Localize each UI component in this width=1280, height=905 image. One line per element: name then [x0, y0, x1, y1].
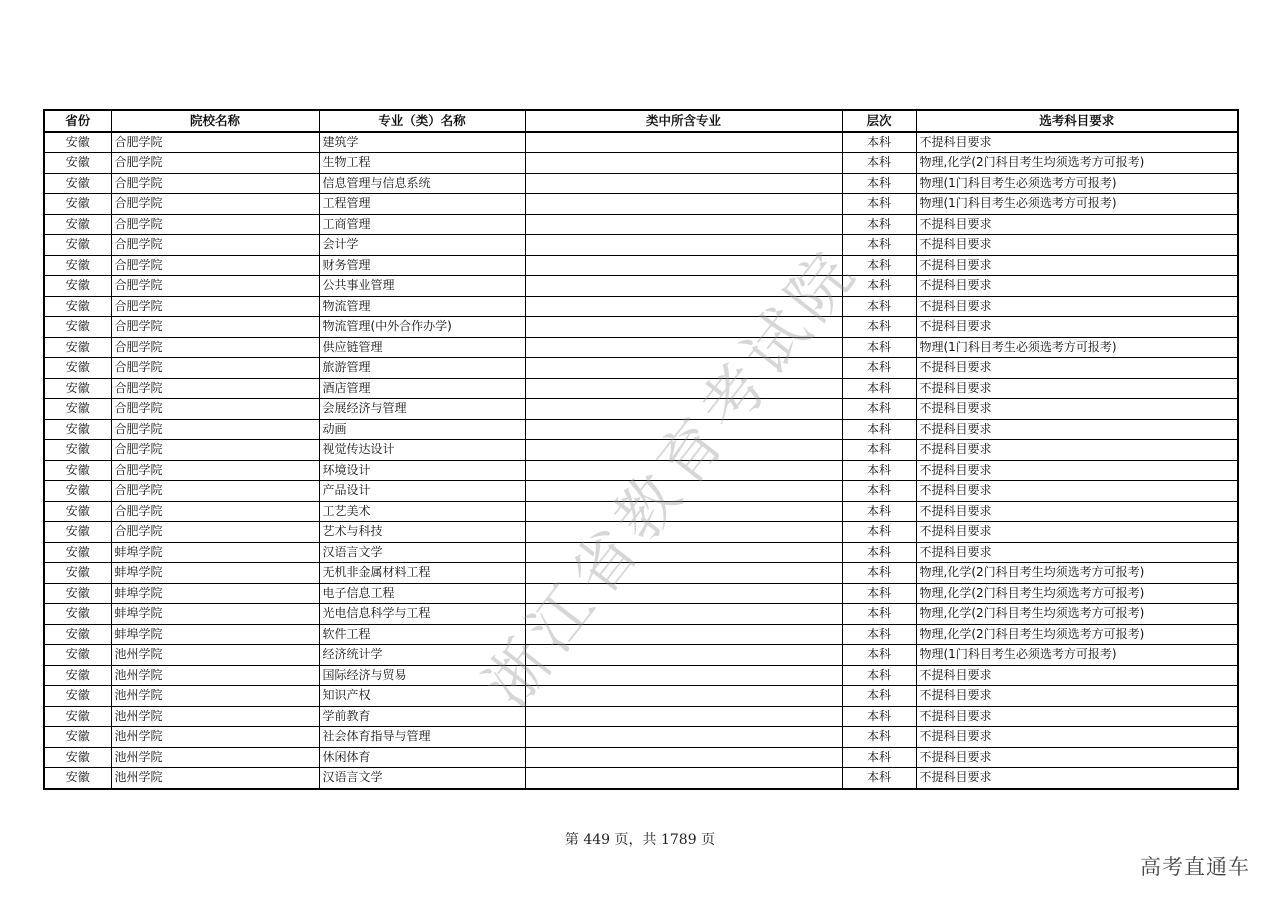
cell-subject-requirements: 不提科目要求	[916, 522, 1238, 543]
cell-school-name: 蚌埠学院	[111, 624, 319, 645]
table-row	[44, 296, 1238, 317]
cell-major-name: 工程管理	[319, 194, 525, 215]
cell-included-majors	[525, 522, 842, 543]
cell-level: 本科	[842, 563, 916, 584]
cell-included-majors	[525, 358, 842, 379]
cell-included-majors	[525, 235, 842, 256]
header-row	[44, 110, 1238, 132]
cell-province: 安徽	[44, 173, 111, 194]
cell-major-name: 建筑学	[319, 132, 525, 153]
header-major-name: 专业（类）名称	[319, 110, 525, 132]
cell-school-name: 合肥学院	[111, 296, 319, 317]
table-row	[44, 378, 1238, 399]
cell-school-name: 合肥学院	[111, 399, 319, 420]
cell-school-name: 合肥学院	[111, 173, 319, 194]
cell-major-name: 经济统计学	[319, 645, 525, 666]
watermark: 浙江省教育考试院	[470, 233, 873, 720]
cell-subject-requirements: 不提科目要求	[916, 399, 1238, 420]
cell-school-name: 池州学院	[111, 747, 319, 768]
cell-subject-requirements: 不提科目要求	[916, 747, 1238, 768]
table-row	[44, 542, 1238, 563]
cell-major-name: 工商管理	[319, 214, 525, 235]
cell-level: 本科	[842, 522, 916, 543]
cell-major-name: 软件工程	[319, 624, 525, 645]
cell-included-majors	[525, 747, 842, 768]
cell-school-name: 池州学院	[111, 686, 319, 707]
cell-school-name: 合肥学院	[111, 276, 319, 297]
cell-school-name: 池州学院	[111, 727, 319, 748]
header-province: 省份	[44, 110, 111, 132]
cell-school-name: 池州学院	[111, 706, 319, 727]
cell-subject-requirements: 不提科目要求	[916, 686, 1238, 707]
cell-major-name: 信息管理与信息系统	[319, 173, 525, 194]
table-row	[44, 747, 1238, 768]
cell-level: 本科	[842, 665, 916, 686]
cell-school-name: 合肥学院	[111, 419, 319, 440]
cell-level: 本科	[842, 747, 916, 768]
cell-major-name: 无机非金属材料工程	[319, 563, 525, 584]
cell-subject-requirements: 不提科目要求	[916, 460, 1238, 481]
table-row	[44, 686, 1238, 707]
table-row	[44, 235, 1238, 256]
cell-major-name: 知识产权	[319, 686, 525, 707]
cell-included-majors	[525, 563, 842, 584]
cell-major-name: 旅游管理	[319, 358, 525, 379]
cell-school-name: 合肥学院	[111, 214, 319, 235]
cell-subject-requirements: 不提科目要求	[916, 317, 1238, 338]
cell-school-name: 合肥学院	[111, 235, 319, 256]
cell-province: 安徽	[44, 727, 111, 748]
cell-subject-requirements: 不提科目要求	[916, 768, 1238, 789]
cell-province: 安徽	[44, 747, 111, 768]
cell-level: 本科	[842, 214, 916, 235]
cell-included-majors	[525, 255, 842, 276]
cell-province: 安徽	[44, 686, 111, 707]
cell-subject-requirements: 物理(1门科目考生必须选考方可报考)	[916, 645, 1238, 666]
page-number-text: 第 449 页，共 1789 页	[564, 832, 716, 848]
cell-included-majors	[525, 378, 842, 399]
cell-major-name: 酒店管理	[319, 378, 525, 399]
cell-level: 本科	[842, 296, 916, 317]
cell-level: 本科	[842, 706, 916, 727]
cell-province: 安徽	[44, 645, 111, 666]
table-row	[44, 399, 1238, 420]
cell-major-name: 供应链管理	[319, 337, 525, 358]
cell-included-majors	[525, 460, 842, 481]
cell-province: 安徽	[44, 317, 111, 338]
cell-included-majors	[525, 645, 842, 666]
table-row	[44, 522, 1238, 543]
table-row	[44, 706, 1238, 727]
cell-major-name: 物流管理(中外合作办学)	[319, 317, 525, 338]
cell-level: 本科	[842, 255, 916, 276]
cell-school-name: 合肥学院	[111, 378, 319, 399]
cell-included-majors	[525, 481, 842, 502]
cell-included-majors	[525, 501, 842, 522]
cell-subject-requirements: 不提科目要求	[916, 255, 1238, 276]
cell-province: 安徽	[44, 460, 111, 481]
cell-level: 本科	[842, 194, 916, 215]
page-footer	[0, 829, 1280, 849]
cell-province: 安徽	[44, 624, 111, 645]
cell-level: 本科	[842, 768, 916, 789]
cell-subject-requirements: 物理(1门科目考生必须选考方可报考)	[916, 194, 1238, 215]
cell-major-name: 学前教育	[319, 706, 525, 727]
cell-level: 本科	[842, 481, 916, 502]
cell-subject-requirements: 不提科目要求	[916, 235, 1238, 256]
cell-province: 安徽	[44, 604, 111, 625]
cell-level: 本科	[842, 501, 916, 522]
cell-subject-requirements: 不提科目要求	[916, 378, 1238, 399]
cell-province: 安徽	[44, 337, 111, 358]
cell-level: 本科	[842, 399, 916, 420]
cell-province: 安徽	[44, 501, 111, 522]
cell-subject-requirements: 不提科目要求	[916, 665, 1238, 686]
cell-subject-requirements: 不提科目要求	[916, 358, 1238, 379]
table-row	[44, 317, 1238, 338]
cell-school-name: 合肥学院	[111, 337, 319, 358]
cell-subject-requirements: 不提科目要求	[916, 132, 1238, 153]
cell-province: 安徽	[44, 194, 111, 215]
cell-level: 本科	[842, 542, 916, 563]
corner-logo: 高考直通车	[1140, 855, 1250, 879]
cell-major-name: 汉语言文学	[319, 542, 525, 563]
cell-subject-requirements: 不提科目要求	[916, 481, 1238, 502]
cell-included-majors	[525, 194, 842, 215]
cell-subject-requirements: 物理,化学(2门科目考生均须选考方可报考)	[916, 624, 1238, 645]
table-row	[44, 501, 1238, 522]
cell-included-majors	[525, 768, 842, 789]
cell-school-name: 合肥学院	[111, 440, 319, 461]
table-row	[44, 419, 1238, 440]
cell-school-name: 合肥学院	[111, 153, 319, 174]
cell-school-name: 合肥学院	[111, 255, 319, 276]
cell-school-name: 池州学院	[111, 645, 319, 666]
table-row	[44, 255, 1238, 276]
cell-level: 本科	[842, 440, 916, 461]
table-row	[44, 153, 1238, 174]
cell-province: 安徽	[44, 214, 111, 235]
table-row	[44, 768, 1238, 789]
cell-level: 本科	[842, 686, 916, 707]
cell-included-majors	[525, 542, 842, 563]
table-header	[44, 110, 1238, 132]
cell-major-name: 国际经济与贸易	[319, 665, 525, 686]
cell-included-majors	[525, 419, 842, 440]
cell-level: 本科	[842, 378, 916, 399]
cell-included-majors	[525, 276, 842, 297]
cell-included-majors	[525, 296, 842, 317]
cell-included-majors	[525, 399, 842, 420]
cell-major-name: 环境设计	[319, 460, 525, 481]
cell-major-name: 会计学	[319, 235, 525, 256]
cell-major-name: 生物工程	[319, 153, 525, 174]
header-school-name: 院校名称	[111, 110, 319, 132]
table-row	[44, 460, 1238, 481]
table-row	[44, 481, 1238, 502]
cell-subject-requirements: 不提科目要求	[916, 419, 1238, 440]
cell-major-name: 光电信息科学与工程	[319, 604, 525, 625]
cell-included-majors	[525, 624, 842, 645]
table-row	[44, 665, 1238, 686]
cell-school-name: 池州学院	[111, 768, 319, 789]
cell-school-name: 蚌埠学院	[111, 563, 319, 584]
cell-province: 安徽	[44, 768, 111, 789]
cell-subject-requirements: 不提科目要求	[916, 542, 1238, 563]
cell-province: 安徽	[44, 665, 111, 686]
cell-level: 本科	[842, 419, 916, 440]
cell-province: 安徽	[44, 378, 111, 399]
cell-included-majors	[525, 665, 842, 686]
cell-province: 安徽	[44, 399, 111, 420]
cell-major-name: 产品设计	[319, 481, 525, 502]
table-row	[44, 173, 1238, 194]
cell-included-majors	[525, 337, 842, 358]
cell-included-majors	[525, 583, 842, 604]
admission-requirements-table	[43, 109, 1239, 790]
table-row	[44, 563, 1238, 584]
cell-level: 本科	[842, 727, 916, 748]
cell-school-name: 蚌埠学院	[111, 604, 319, 625]
cell-included-majors	[525, 440, 842, 461]
cell-included-majors	[525, 214, 842, 235]
cell-province: 安徽	[44, 296, 111, 317]
cell-level: 本科	[842, 624, 916, 645]
cell-included-majors	[525, 317, 842, 338]
table-row	[44, 624, 1238, 645]
cell-subject-requirements: 物理,化学(2门科目考生均须选考方可报考)	[916, 583, 1238, 604]
cell-major-name: 财务管理	[319, 255, 525, 276]
cell-subject-requirements: 物理(1门科目考生必须选考方可报考)	[916, 173, 1238, 194]
cell-level: 本科	[842, 173, 916, 194]
cell-level: 本科	[842, 604, 916, 625]
cell-subject-requirements: 物理,化学(2门科目考生均须选考方可报考)	[916, 604, 1238, 625]
table-row	[44, 440, 1238, 461]
cell-province: 安徽	[44, 255, 111, 276]
cell-province: 安徽	[44, 522, 111, 543]
table-row	[44, 604, 1238, 625]
cell-major-name: 社会体育指导与管理	[319, 727, 525, 748]
cell-level: 本科	[842, 460, 916, 481]
cell-province: 安徽	[44, 440, 111, 461]
cell-major-name: 物流管理	[319, 296, 525, 317]
cell-included-majors	[525, 686, 842, 707]
cell-major-name: 汉语言文学	[319, 768, 525, 789]
cell-school-name: 池州学院	[111, 665, 319, 686]
table-row	[44, 337, 1238, 358]
cell-level: 本科	[842, 235, 916, 256]
cell-province: 安徽	[44, 419, 111, 440]
cell-level: 本科	[842, 358, 916, 379]
cell-level: 本科	[842, 583, 916, 604]
cell-major-name: 工艺美术	[319, 501, 525, 522]
cell-province: 安徽	[44, 235, 111, 256]
cell-school-name: 蚌埠学院	[111, 583, 319, 604]
table-row	[44, 583, 1238, 604]
table-row	[44, 358, 1238, 379]
cell-major-name: 动画	[319, 419, 525, 440]
cell-included-majors	[525, 173, 842, 194]
table-row	[44, 727, 1238, 748]
cell-province: 安徽	[44, 276, 111, 297]
cell-province: 安徽	[44, 583, 111, 604]
cell-school-name: 合肥学院	[111, 358, 319, 379]
cell-major-name: 视觉传达设计	[319, 440, 525, 461]
table-row	[44, 132, 1238, 153]
cell-province: 安徽	[44, 132, 111, 153]
cell-province: 安徽	[44, 542, 111, 563]
table-row	[44, 214, 1238, 235]
cell-major-name: 休闲体育	[319, 747, 525, 768]
cell-school-name: 合肥学院	[111, 317, 319, 338]
cell-province: 安徽	[44, 706, 111, 727]
cell-subject-requirements: 不提科目要求	[916, 727, 1238, 748]
cell-major-name: 会展经济与管理	[319, 399, 525, 420]
cell-subject-requirements: 不提科目要求	[916, 296, 1238, 317]
header-level: 层次	[842, 110, 916, 132]
cell-school-name: 合肥学院	[111, 194, 319, 215]
cell-included-majors	[525, 727, 842, 748]
cell-subject-requirements: 不提科目要求	[916, 706, 1238, 727]
cell-school-name: 蚌埠学院	[111, 542, 319, 563]
cell-major-name: 艺术与科技	[319, 522, 525, 543]
cell-subject-requirements: 物理(1门科目考生必须选考方可报考)	[916, 337, 1238, 358]
cell-province: 安徽	[44, 358, 111, 379]
cell-province: 安徽	[44, 153, 111, 174]
cell-level: 本科	[842, 132, 916, 153]
table-body	[44, 132, 1238, 789]
cell-subject-requirements: 物理,化学(2门科目考生均须选考方可报考)	[916, 153, 1238, 174]
cell-school-name: 合肥学院	[111, 481, 319, 502]
cell-major-name: 电子信息工程	[319, 583, 525, 604]
cell-school-name: 合肥学院	[111, 460, 319, 481]
cell-province: 安徽	[44, 481, 111, 502]
cell-subject-requirements: 不提科目要求	[916, 276, 1238, 297]
cell-subject-requirements: 不提科目要求	[916, 440, 1238, 461]
table-row	[44, 194, 1238, 215]
cell-level: 本科	[842, 153, 916, 174]
cell-subject-requirements: 物理,化学(2门科目考生均须选考方可报考)	[916, 563, 1238, 584]
table-row	[44, 276, 1238, 297]
cell-subject-requirements: 不提科目要求	[916, 501, 1238, 522]
cell-school-name: 合肥学院	[111, 132, 319, 153]
table-row	[44, 645, 1238, 666]
cell-level: 本科	[842, 645, 916, 666]
cell-school-name: 合肥学院	[111, 501, 319, 522]
cell-subject-requirements: 不提科目要求	[916, 214, 1238, 235]
cell-included-majors	[525, 604, 842, 625]
cell-major-name: 公共事业管理	[319, 276, 525, 297]
cell-included-majors	[525, 132, 842, 153]
cell-included-majors	[525, 153, 842, 174]
cell-level: 本科	[842, 317, 916, 338]
header-subject-requirements: 选考科目要求	[916, 110, 1238, 132]
cell-province: 安徽	[44, 563, 111, 584]
cell-level: 本科	[842, 337, 916, 358]
header-included-majors: 类中所含专业	[525, 110, 842, 132]
cell-school-name: 合肥学院	[111, 522, 319, 543]
cell-level: 本科	[842, 276, 916, 297]
cell-included-majors	[525, 706, 842, 727]
